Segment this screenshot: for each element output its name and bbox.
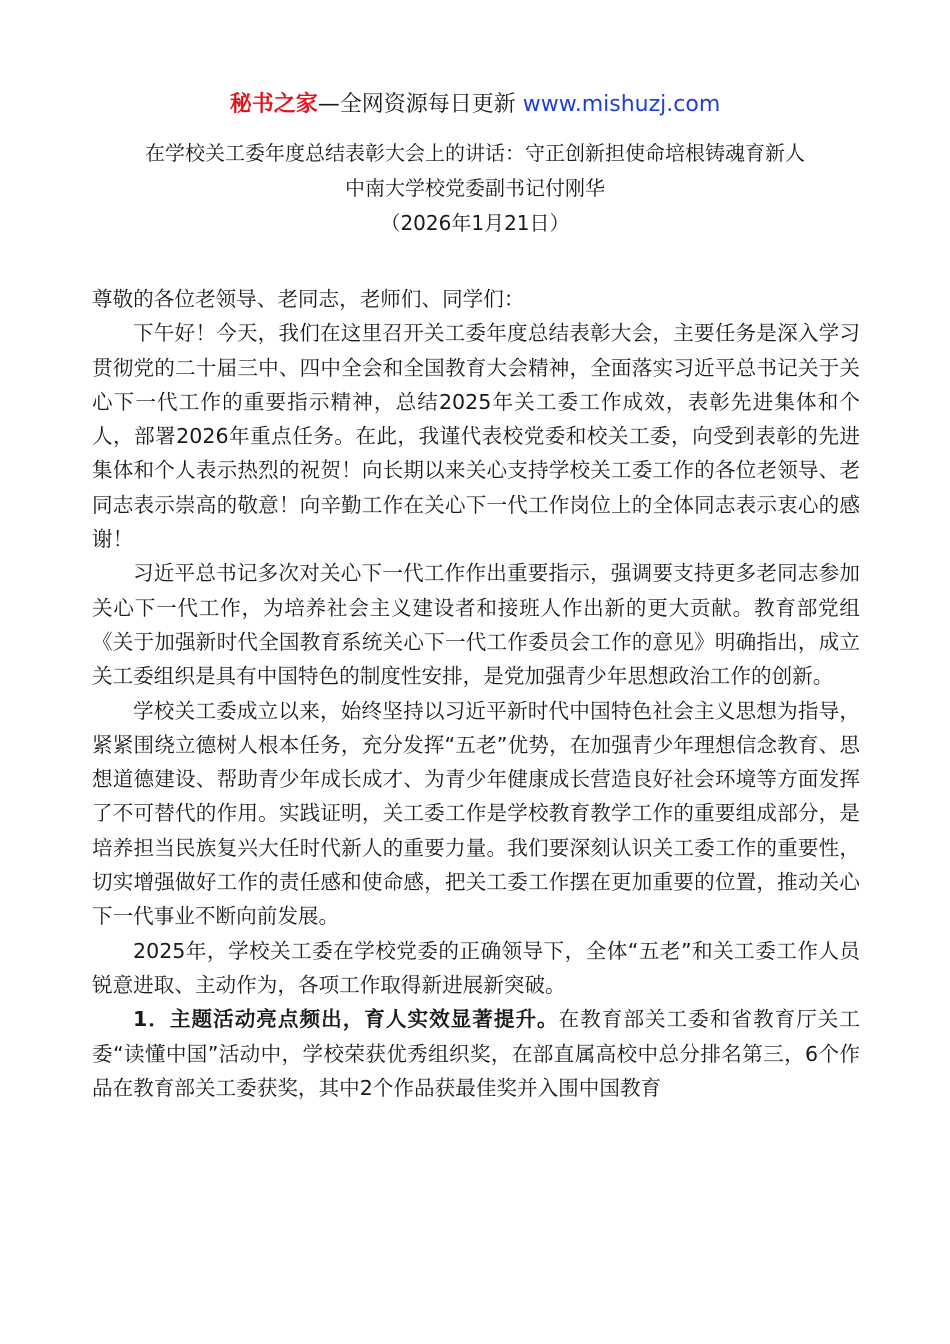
banner-tagline: —全网资源每日更新: [317, 92, 523, 117]
speech-title: 在学校关工委年度总结表彰大会上的讲话：守正创新担使命培根铸魂育新人: [145, 141, 805, 165]
section-heading-bold: 1．主题活动亮点频出，育人实效显著提升。: [133, 1007, 559, 1032]
paragraph-2025-summary: 2025年，学校关工委在学校党委的正确领导下，全体“五老”和关工委工作人员锐意进取、主动作为，各项工作取得新进展新突破。: [92, 938, 860, 997]
speaker-line: 中南大学校党委副书记付刚华: [345, 176, 605, 200]
speech-body: [92, 282, 860, 1105]
speech-heading: [0, 136, 950, 241]
paragraph-theme-activities: [92, 1002, 860, 1105]
brand-name: 秘书之家: [229, 92, 318, 117]
paragraph-instructions: 习近平总书记多次对关心下一代工作作出重要指示，强调要支持更多老同志参加关心下一代工作，为培养社会主义建设者和接班人作出新的更大贡献。教育部党组《关于加强新时代全国教育系统关心下一代工作委员会工作的意见》明确指出，成立关工委组织是具有中国特色的制度性安排，是党加强青少年思想政治工作的创新。: [92, 561, 860, 689]
speech-date: （2026年1月21日）: [380, 211, 570, 235]
salutation: 尊敬的各位老领导、老同志，老师们、同学们：: [92, 287, 525, 311]
paragraph-greeting: 下午好！今天，我们在这里召开关工委年度总结表彰大会，主要任务是深入学习贯彻党的二十届三中、四中全会和全国教育大会精神，全面落实习近平总书记关于关心下一代工作的重要指示精神，总结2025年关工委工作成效，表彰先进集体和个人，部署2026年重点任务。在此，我谨代表校党委和校关工委，向受到表彰的先进集体和个人表示热烈的祝贺！向长期以来关心支持学校关工委工作的各位老领导、老同志表示崇高的敬意！向辛勤工作在关心下一代工作岗位上的全体同志表示衷心的感谢！: [92, 321, 860, 552]
section-text: 在教育部关工委和省教育厅关工委“读懂中国”活动中，学校荣获优秀组织奖，在部直属高校中总分排名第三，6个作品在教育部关工委获奖，其中2个作品获最佳奖并入围中国教育: [92, 1007, 860, 1100]
paragraph-role: 学校关工委成立以来，始终坚持以习近平新时代中国特色社会主义思想为指导，紧紧围绕立德树人根本任务，充分发挥“五老”优势，在加强青少年理想信念教育、思想道德建设、帮助青少年成长成才、为青少年健康成长营造良好社会环境等方面发挥了不可替代的作用。实践证明，关工委工作是学校教育教学工作的重要组成部分，是培养担当民族复兴大任时代新人的重要力量。我们要深刻认识关工委工作的重要性，切实增强做好工作的责任感和使命感，把关工委工作摆在更加重要的位置，推动关心下一代事业不断向前发展。: [92, 698, 860, 929]
site-banner: [0, 88, 950, 122]
site-url-link[interactable]: www.mishuzj.com: [522, 92, 721, 117]
